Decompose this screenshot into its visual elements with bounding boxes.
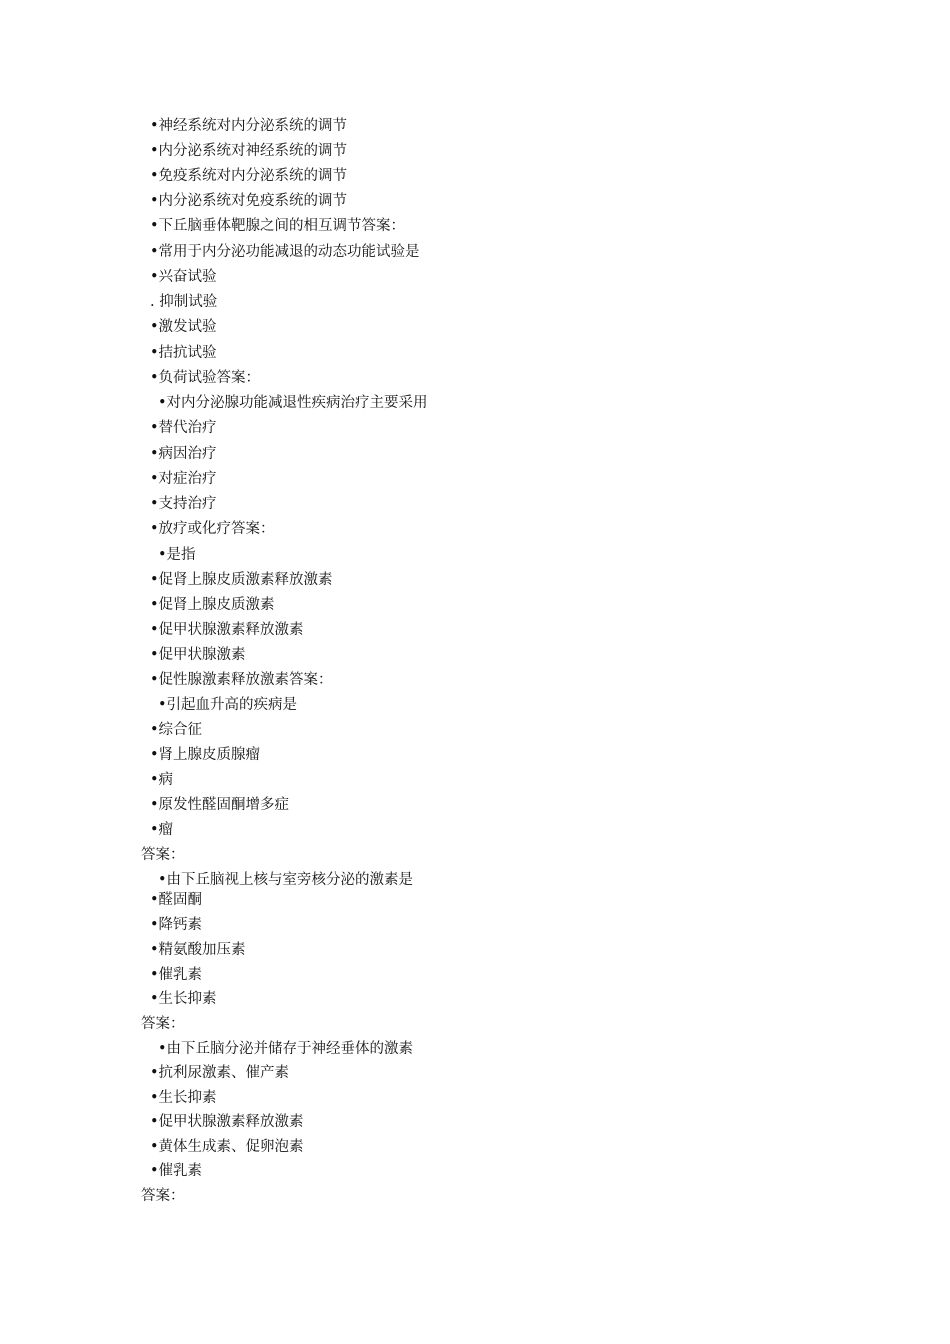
answer-label: 答案： (141, 1016, 185, 1032)
text-line: •内分泌系统对免疫系统的调节 (150, 193, 348, 209)
text-line: •促性腺激素释放激素答案： (150, 672, 333, 688)
text-line: •促甲状腺激素释放激素 (150, 622, 304, 638)
text-line: •病因治疗 (150, 446, 217, 462)
text-line: •支持治疗 (150, 496, 217, 512)
text-line: •抗利尿激素、催产素 (150, 1065, 290, 1081)
text-line: •免疫系统对内分泌系统的调节 (150, 168, 348, 184)
text-line: •由下丘脑视上核与室旁核分泌的激素是 (158, 872, 414, 888)
text-line: •由下丘脑分泌并储存于神经垂体的激素 (158, 1041, 414, 1057)
text-line: •黄体生成素、促卵泡素 (150, 1139, 304, 1155)
text-line: •负荷试验答案： (150, 370, 261, 386)
text-line: •促甲状腺激素释放激素 (150, 1114, 304, 1130)
text-line: •神经系统对内分泌系统的调节 (150, 118, 348, 134)
text-line: •降钙素 (150, 917, 203, 933)
text-line: •催乳素 (150, 1163, 203, 1179)
text-line: •兴奋试验 (150, 269, 217, 285)
text-line: •肾上腺皮质腺瘤 (150, 747, 261, 763)
text-line: •是指 (158, 547, 196, 563)
text-line: •生长抑素 (150, 991, 217, 1007)
text-line: •醛固酮 (150, 892, 203, 908)
text-line: •催乳素 (150, 967, 203, 983)
text-line: •生长抑素 (150, 1090, 217, 1106)
text-line: •内分泌系统对神经系统的调节 (150, 143, 348, 159)
text-line: •综合征 (150, 722, 203, 738)
text-line: •对内分泌腺功能减退性疾病治疗主要采用 (158, 395, 428, 411)
text-line: •瘤 (150, 822, 174, 838)
answer-label: 答案： (141, 1188, 185, 1204)
text-line: •对症治疗 (150, 471, 217, 487)
text-line: •拮抗试验 (150, 345, 217, 361)
text-line: •激发试验 (150, 319, 217, 335)
text-line: •促肾上腺皮质激素 (150, 597, 275, 613)
text-line: •促肾上腺皮质激素释放激素 (150, 572, 333, 588)
text-line: •引起血升高的疾病是 (158, 697, 298, 713)
text-line: . 抑制试验 (150, 294, 218, 310)
text-line: •放疗或化疗答案： (150, 521, 275, 537)
text-line: •常用于内分泌功能减退的动态功能试验是 (150, 244, 420, 260)
answer-label: 答案： (141, 847, 185, 863)
text-line: •精氨酸加压素 (150, 942, 246, 958)
text-line: •病 (150, 772, 174, 788)
text-line: •下丘脑垂体靶腺之间的相互调节答案： (150, 218, 406, 234)
text-line: •替代治疗 (150, 420, 217, 436)
text-line: •原发性醛固酮增多症 (150, 797, 290, 813)
text-line: •促甲状腺激素 (150, 647, 246, 663)
